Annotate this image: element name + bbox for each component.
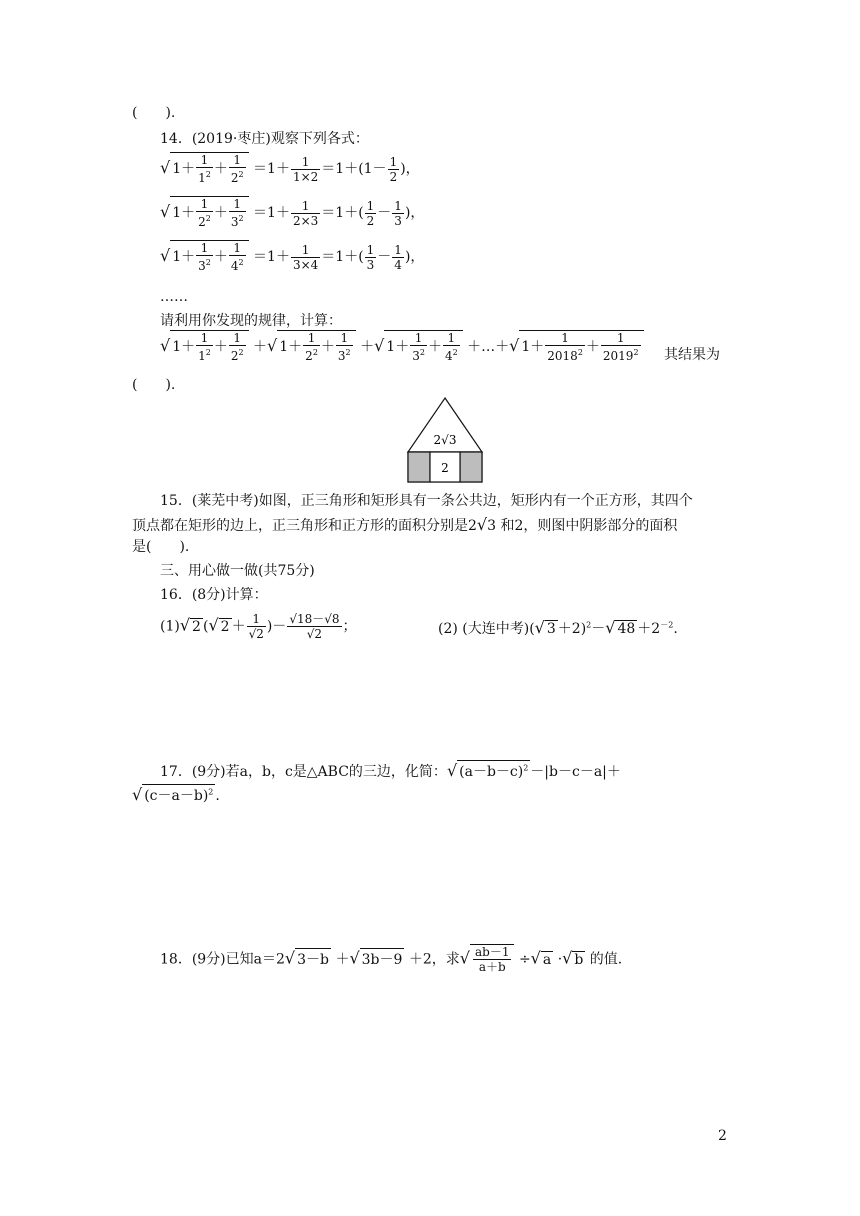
- question-18: 18．(9分)已知a＝2√ 3－b ＋√ 3b－9 ＋2，求√ $\frac{ab-1}{a+b}$ ÷√ a ·√ b 的值.: [160, 945, 623, 974]
- q18-j: 的值.: [589, 951, 623, 968]
- q18-g: a: [542, 951, 552, 968]
- question-17-cont: √ $(c-a-b)^2$ .: [132, 785, 220, 804]
- q18-b: 3－b: [295, 948, 331, 969]
- house-figure: [406, 396, 484, 484]
- q16-2-label: (2) (大连中考)(: [438, 621, 535, 637]
- q14-formula-2: √ 1＋ $\frac{1}{2^2}$ ＋ $\frac{1}{3^2}$ ＝1＋ $\frac{1}{2\times 3}$ ＝1＋( $\frac{1}{2}$ － $\frac{1}{3}$ )，: [160, 197, 425, 229]
- square-label: 2: [441, 461, 449, 475]
- question-17: 17．(9分)若a，b，c是△ABC的三边，化简：√ $(a-b-c)^2 -|b-c-a|+$: [160, 761, 621, 780]
- triangle-label: 2√3: [433, 433, 457, 447]
- q14-sum-formula: √ 1＋ $\frac{1}{1^2}$ ＋ $\frac{1}{2^2}$ ＋√ 1＋ $\frac{1}{2^2}$ ＋ $\frac{1}{3^2}$ ＋√ 1＋ $\frac{1}{3^2}$ ＋ $\frac{1}{4^2}$ ＋…＋√ 1＋ $\frac{1}{2018^2}$ ＋ $\frac{1}{2019^2}$: [160, 330, 644, 363]
- page-number: 2: [718, 1128, 727, 1144]
- q14-formula-3: √ 1＋ $\frac{1}{3^2}$ ＋ $\frac{1}{4^2}$ ＝1＋ $\frac{1}{3\times 4}$ ＝1＋( $\frac{1}{3}$ － $\frac{1}{4}$ )，: [160, 241, 425, 273]
- q14-ellipsis: ……: [160, 289, 188, 305]
- q16-1-label: (1): [160, 618, 180, 635]
- q15-line-2a: 顶点都在矩形的边上，正三角形和正方形的面积分别是2: [132, 518, 477, 534]
- q18-e: ＋2，求: [408, 951, 460, 968]
- sqrt-icon: √: [476, 515, 488, 534]
- blank-line: ( ).: [132, 105, 176, 121]
- q14-ask: 请利用你发现的规律，计算：: [160, 313, 342, 329]
- q15-line-3: 是( ).: [132, 539, 190, 555]
- question-16: 16．(8分)计算：: [160, 587, 268, 603]
- q14-formula-1: √ 1＋ $\frac{1}{1^2}$ ＋ $\frac{1}{2^2}$ ＝1＋ $\frac{1}{1\times 2}$ ＝1＋(1－ $\frac{1}{2}$ )，: [160, 153, 420, 185]
- q18-c: ＋: [335, 951, 350, 968]
- q17-b: (c－a－b): [144, 788, 209, 804]
- q15-line-1: 15．(莱芜中考)如图，正三角形和矩形具有一条公共边，矩形内有一个正方形，其四个: [160, 493, 693, 509]
- q18-f: ÷: [518, 951, 531, 968]
- q18-i: b: [574, 951, 584, 968]
- question-14-intro: 14．(2019·枣庄)观察下列各式：: [160, 131, 369, 147]
- shaded-left: [408, 452, 430, 482]
- q18-h: ·: [557, 951, 563, 968]
- q16-part-2: (2) (大连中考)(√ 3 ＋2)$^2$－√ $48 +2^{-2}$.: [438, 618, 678, 637]
- q18-a: 18．(9分)已知a＝2: [160, 951, 285, 968]
- q17-text: 17．(9分)若a，b，c是△ABC的三边，化简：: [160, 764, 447, 780]
- shaded-right: [460, 452, 482, 482]
- q14-blank: ( ).: [132, 377, 176, 393]
- q15-line-2b: 3 和2，则图中阴影部分的面积: [487, 518, 678, 534]
- q14-result-text: 其结果为: [664, 347, 720, 363]
- section-3-heading: 三、用心做一做(共75分): [160, 563, 315, 579]
- q17-mid: －|b－c－a|＋: [530, 764, 621, 780]
- q15-line-2: [132, 516, 677, 535]
- q18-d: 3b－9: [360, 948, 405, 969]
- q16-part-1: (1)√ 2 (√ 2 ＋ $\frac{1}{√2}$ )－ $\frac{√18-√8}{√2}$ ；: [160, 612, 357, 641]
